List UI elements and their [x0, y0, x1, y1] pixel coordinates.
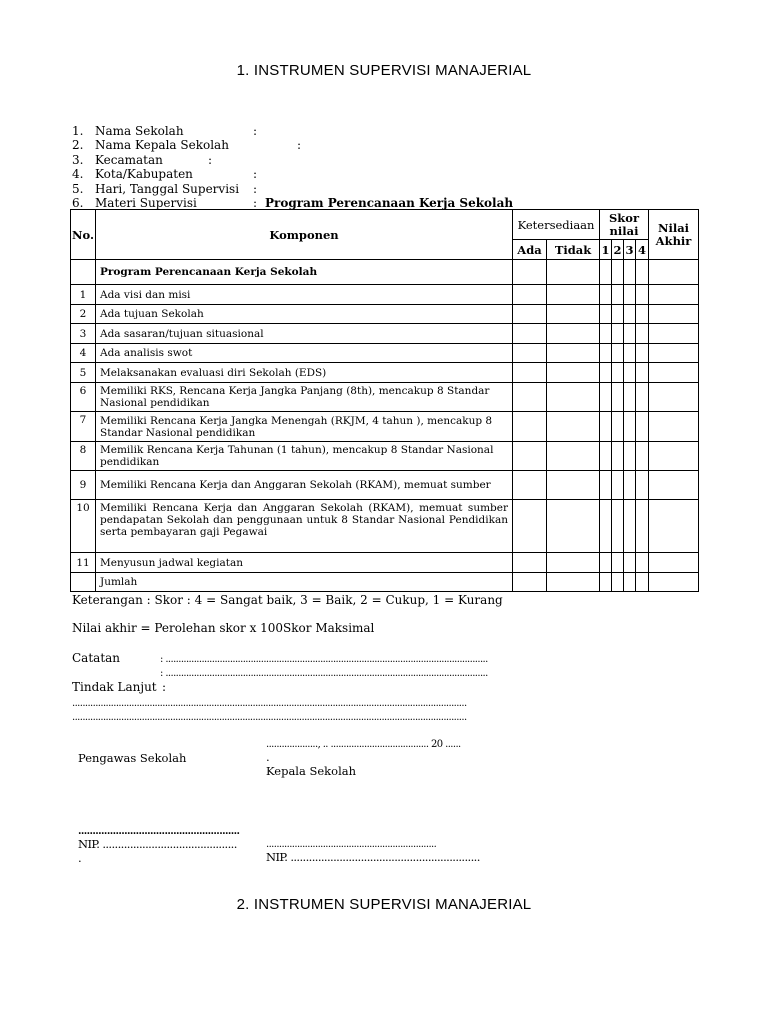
table-row: [71, 324, 699, 344]
final-score-formula: Nilai akhir = Perolehan skor x 100Skor Maksimal: [72, 621, 375, 635]
row-component: Melaksanakan evaluasi diri Sekolah (EDS): [96, 363, 513, 383]
identity-number: 3.: [72, 152, 84, 167]
identity-colon: :: [253, 167, 258, 182]
identity-label: Nama Kepala Sekolah: [95, 138, 229, 153]
identity-number: 1.: [72, 124, 84, 138]
row-component: Memiliki Rencana Kerja Jangka Menengah (RKJM, 4 tahun ), mencakup 8 Standar Nasional pendidikan: [96, 412, 513, 442]
identity-number: 5.: [72, 181, 84, 196]
date-line: ...................., .. ...................................... 20 ......: [266, 739, 461, 750]
col-header-score-1: 1: [600, 240, 612, 260]
col-header-ada: Ada: [513, 240, 547, 260]
table-row: [71, 500, 699, 553]
kepala-name-line: ..................................................................: [266, 839, 437, 850]
table-row: [71, 412, 699, 442]
row-component: Memilik Rencana Kerja Tahunan (1 tahun), mencakup 8 Standar Nasional pendidikan: [96, 442, 513, 471]
identity-number: 6.: [72, 195, 84, 210]
table-row: [71, 285, 699, 305]
identity-label: Kota/Kabupaten: [95, 167, 193, 182]
score-legend: Keterangan : Skor : 4 = Sangat baik, 3 = Baik, 2 = Cukup, 1 = Kurang: [72, 593, 503, 607]
table-row: [71, 363, 699, 383]
identity-colon: :: [253, 195, 258, 210]
table-header-row: [71, 210, 699, 240]
table-row: [71, 344, 699, 363]
catatan-line-1: : .............................................................................................................................: [160, 654, 488, 665]
col-header-final-score: Nilai Akhir: [649, 210, 699, 260]
row-number: 7: [71, 412, 96, 442]
table-section-row: [71, 260, 699, 285]
row-component: Memiliki RKS, Rencana Kerja Jangka Panjang (8th), mencakup 8 Standar Nasional pendidikan: [96, 383, 513, 412]
table-row: [71, 442, 699, 471]
catatan-line-2: : .............................................................................................................................: [160, 668, 488, 679]
table-row: [71, 553, 699, 573]
identity-label: Materi Supervisi: [95, 195, 197, 210]
identity-label: Kecamatan: [95, 152, 163, 167]
date-dot: .: [266, 750, 270, 764]
pengawas-label: Pengawas Sekolah: [78, 751, 187, 765]
section-title: Program Perencanaan Kerja Sekolah: [96, 260, 513, 285]
identity-label: Hari, Tanggal Supervisi: [95, 181, 240, 196]
table-row: [71, 305, 699, 324]
row-number: 4: [71, 344, 96, 363]
row-number: 3: [71, 324, 96, 344]
tindak-lanjut-label: Tindak Lanjut: [72, 680, 157, 694]
identity-colon: :: [253, 124, 258, 138]
col-header-score: Skor nilai: [600, 210, 649, 240]
identity-colon: :: [208, 152, 213, 167]
supervision-table: [70, 209, 699, 592]
row-number: 9: [71, 471, 96, 500]
tindak-lanjut-line-2: .........................................................................................................................................................: [72, 712, 467, 723]
pengawas-nip: NIP. ............................................: [78, 837, 237, 851]
col-header-availability: Ketersediaan: [513, 210, 600, 240]
col-header-score-2: 2: [612, 240, 624, 260]
row-component: Memiliki Rencana Kerja dan Anggaran Sekolah (RKAM), memuat sumber pendapatan Sekolah dan penggunaan untuk 8 Standar Nasional Pendidikan serta pembayaran gaji Pegawai: [96, 500, 513, 553]
row-component: Ada analisis swot: [96, 344, 513, 363]
identity-colon: :: [253, 181, 258, 196]
row-number: 5: [71, 363, 96, 383]
row-number: 1: [71, 285, 96, 305]
table-row: [71, 471, 699, 500]
pengawas-name-line: ........................................................: [78, 826, 240, 837]
instrument-title-1: 1. INSTRUMEN SUPERVISI MANAJERIAL: [236, 62, 532, 79]
total-label: Jumlah: [96, 573, 513, 592]
row-component: Ada visi dan misi: [96, 285, 513, 305]
kepala-nip: NIP. ..............................................................: [266, 850, 480, 864]
row-number: 6: [71, 383, 96, 412]
row-number: 2: [71, 305, 96, 324]
row-component: Memiliki Rencana Kerja dan Anggaran Sekolah (RKAM), memuat sumber: [96, 471, 513, 500]
col-header-score-4: 4: [636, 240, 649, 260]
tindak-lanjut-line-1: .........................................................................................................................................................: [72, 698, 467, 709]
identity-number: 4.: [72, 167, 84, 182]
col-header-tidak: Tidak: [547, 240, 600, 260]
identity-number: 2.: [72, 138, 84, 153]
identity-value: Program Perencanaan Kerja Sekolah: [265, 195, 514, 210]
row-number: 11: [71, 553, 96, 573]
col-header-component: Komponen: [96, 210, 513, 260]
row-number: 8: [71, 442, 96, 471]
pengawas-nip-dot: .: [78, 851, 82, 865]
table-total-row: [71, 573, 699, 592]
col-header-score-3: 3: [624, 240, 636, 260]
kepala-label: Kepala Sekolah: [266, 764, 357, 778]
catatan-label: Catatan: [72, 651, 121, 665]
row-number: 10: [71, 500, 96, 553]
instrument-title-2: 2. INSTRUMEN SUPERVISI MANAJERIAL: [236, 896, 532, 913]
identity-label: Nama Sekolah: [95, 124, 184, 138]
tindak-lanjut-colon: :: [162, 680, 167, 694]
row-component: Ada tujuan Sekolah: [96, 305, 513, 324]
col-header-no: No.: [71, 210, 96, 260]
row-component: Ada sasaran/tujuan situasional: [96, 324, 513, 344]
row-component: Menyusun jadwal kegiatan: [96, 553, 513, 573]
table-row: [71, 383, 699, 412]
identity-colon: :: [297, 138, 302, 153]
